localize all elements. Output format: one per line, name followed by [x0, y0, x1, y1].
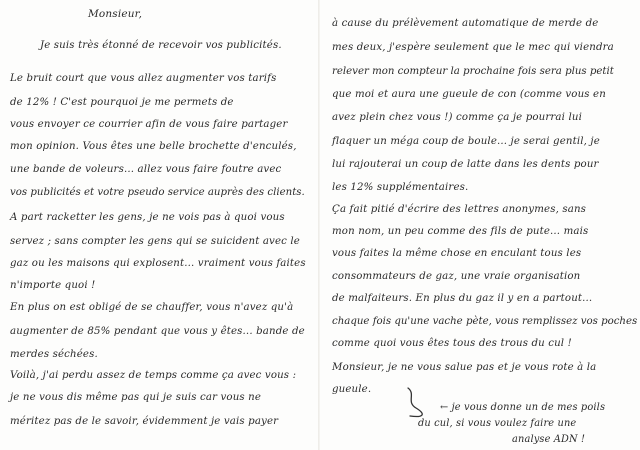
page-fold [318, 0, 320, 450]
postscript-line: ← je vous donne un de mes poils [440, 402, 606, 413]
postscript-line: analyse ADN ! [512, 434, 586, 445]
salutation: Monsieur, [88, 8, 143, 20]
letter-line: gueule. [332, 384, 372, 395]
letter-line: mon opinion. Vous êtes une belle brochette d'enculés, [10, 141, 297, 152]
letter-line: augmenter de 85% pendant que vous y êtes... bande de [10, 326, 305, 337]
letter-line: chaque fois qu'une vache pète, vous remplissez vos poches [332, 316, 638, 327]
letter-line: comme quoi vous êtes tous des trous du cul ! [332, 338, 572, 349]
letter-line: je ne vous dis même pas qui je suis car vous ne [10, 392, 262, 403]
letter-line: En plus on est obligé de se chauffer, vous n'avez qu'à [10, 302, 294, 313]
letter-line: gaz ou les maisons qui explosent... vraiment vous faites [10, 258, 306, 269]
letter-line: mes deux, j'espère seulement que le mec qui viendra [332, 42, 614, 53]
letter-line: vous faites la même chose en enculant tous les [332, 248, 582, 259]
letter-line: de 12% ! C'est pourquoi je me permets de [10, 97, 234, 108]
letter-line: Le bruit court que vous allez augmenter vos tarifs [10, 73, 277, 84]
letter-line: méritez pas de le savoir, évidemment je vais payer [10, 416, 279, 427]
letter-line: à cause du prélèvement automatique de merde de [332, 18, 599, 29]
letter-line: Monsieur, je ne vous salue pas et je vous rote à la [332, 362, 597, 373]
letter-line: n'importe quoi ! [10, 280, 96, 291]
letter-line: relever mon compteur la prochaine fois sera plus petit [332, 66, 614, 77]
letter-line: mon nom, un peu comme des fils de pute... mais [332, 226, 589, 237]
letter-line: Je suis très étonné de recevoir vos publicités. [40, 40, 282, 51]
postscript-line: du cul, si vous voulez faire une [418, 418, 577, 429]
letter-line: consommateurs de gaz, une vraie organisation [332, 271, 581, 282]
letter-line: A part racketter les gens, je ne vois pas à quoi vous [10, 212, 285, 223]
letter-line: flaquer un méga coup de boule... je serai gentil, je [332, 136, 600, 147]
letter-line: merdes séchées. [10, 349, 98, 360]
letter-line: vos publicités et votre pseudo service auprès des clients. [10, 187, 305, 198]
letter-line: Ça fait pitié d'écrire des lettres anonymes, sans [332, 204, 587, 215]
hair-drawing [404, 384, 434, 420]
letter-line: une bande de voleurs... allez vous faire foutre avec [10, 164, 282, 175]
letter-line: servez ; sans compter les gens qui se suicident avec le [10, 236, 300, 247]
letter-line: que moi et aura une gueule de con (comme vous en [332, 89, 606, 100]
letter-line: Voilà, j'ai perdu assez de temps comme ça avec vous : [10, 370, 297, 381]
letter-line: de malfaiteurs. En plus du gaz il y en a partout... [332, 293, 593, 304]
letter-line: les 12% supplémentaires. [332, 182, 469, 193]
letter-line: vous envoyer ce courrier afin de vous faire partager [10, 119, 288, 130]
letter-line: lui rajouterai un coup de latte dans les dents pour [332, 159, 599, 170]
letter-line: avez plein chez vous !) comme ça je pourrai lui [332, 112, 582, 123]
